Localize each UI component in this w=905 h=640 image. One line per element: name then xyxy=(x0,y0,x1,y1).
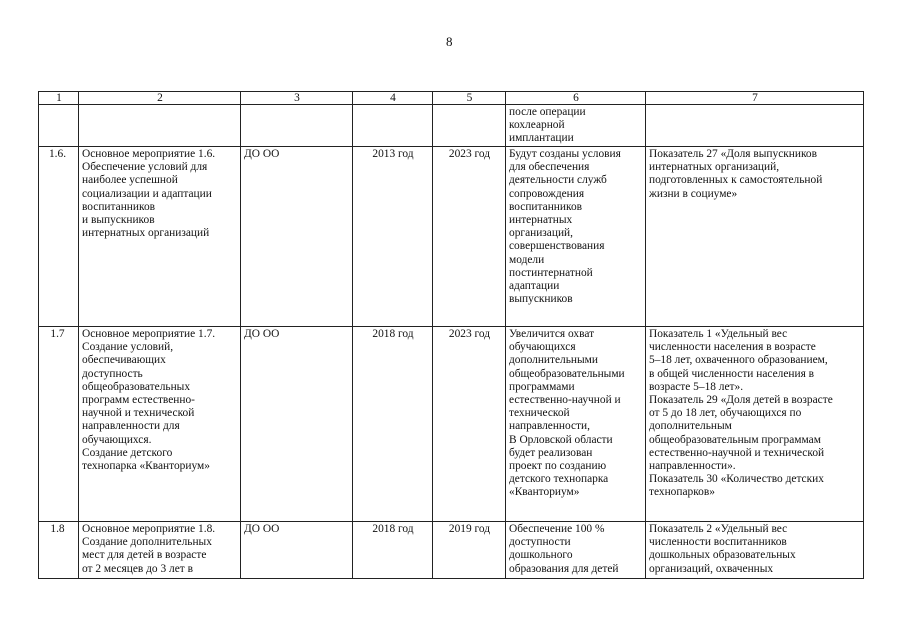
event-cell: Основное мероприятие 1.8. Создание дополнительных мест для детей в возрасте от 2 месяцев до 3 лет в xyxy=(79,522,241,579)
program-events-table xyxy=(38,91,864,579)
start-year-cell: 2018 год xyxy=(353,522,433,579)
column-number-4: 4 xyxy=(353,92,433,105)
indicator-cell: Показатель 1 «Удельный вес численности населения в возрасте 5–18 лет, охваченного образованием, в общей численности населения в возрасте 5–18 лет». Показатель 29 «Доля детей в возрасте от 5 до 18 лет, обучающихся по дополнительным общеобразовательным программам естественно-научной и технической направленности». Показатель 30 «Количество детских технопарков» xyxy=(646,327,864,522)
end-year-cell: 2023 год xyxy=(433,147,506,327)
column-number-1: 1 xyxy=(39,92,79,105)
start-year-cell: 2013 год xyxy=(353,147,433,327)
end-year-cell xyxy=(433,105,506,147)
result-cell: Будут созданы условия для обеспечения деятельности служб сопровождения воспитанников интернатных организаций, совершенствования модели постинтернатной адаптации выпускников xyxy=(506,147,646,327)
executor-cell: ДО ОО xyxy=(241,147,353,327)
column-number-7: 7 xyxy=(646,92,864,105)
executor-cell xyxy=(241,105,353,147)
table-row xyxy=(39,327,864,522)
end-year-cell: 2023 год xyxy=(433,327,506,522)
indicator-cell xyxy=(646,105,864,147)
result-cell: Увеличится охват обучающихся дополнительными общеобразовательными программами естественно-научной и технической направленности, В Орловской области будет реализован проект по созданию детского технопарка «Кванториум» xyxy=(506,327,646,522)
table-row xyxy=(39,147,864,327)
result-cell: после операции кохлеарной имплантации xyxy=(506,105,646,147)
table-header-row xyxy=(39,92,864,105)
start-year-cell: 2018 год xyxy=(353,327,433,522)
row-number: 1.6. xyxy=(39,147,79,327)
result-cell: Обеспечение 100 % доступности дошкольного образования для детей xyxy=(506,522,646,579)
end-year-cell: 2019 год xyxy=(433,522,506,579)
executor-cell: ДО ОО xyxy=(241,522,353,579)
page-number: 8 xyxy=(446,34,453,49)
row-number xyxy=(39,105,79,147)
event-cell: Основное мероприятие 1.6. Обеспечение условий для наиболее успешной социализации и адаптации воспитанников и выпускников интернатных организаций xyxy=(79,147,241,327)
event-cell: Основное мероприятие 1.7. Создание условий, обеспечивающих доступность общеобразовательных программ естественно- научной и технической направленности для обучающихся. Создание детского технопарка «Кванториум» xyxy=(79,327,241,522)
table-row xyxy=(39,522,864,579)
column-number-2: 2 xyxy=(79,92,241,105)
event-cell xyxy=(79,105,241,147)
table-row xyxy=(39,105,864,147)
row-number: 1.7 xyxy=(39,327,79,522)
row-number: 1.8 xyxy=(39,522,79,579)
column-number-5: 5 xyxy=(433,92,506,105)
start-year-cell xyxy=(353,105,433,147)
executor-cell: ДО ОО xyxy=(241,327,353,522)
column-number-3: 3 xyxy=(241,92,353,105)
indicator-cell: Показатель 27 «Доля выпускников интернатных организаций, подготовленных к самостоятельной жизни в социуме» xyxy=(646,147,864,327)
indicator-cell: Показатель 2 «Удельный вес численности воспитанников дошкольных образовательных организаций, охваченных xyxy=(646,522,864,579)
column-number-6: 6 xyxy=(506,92,646,105)
